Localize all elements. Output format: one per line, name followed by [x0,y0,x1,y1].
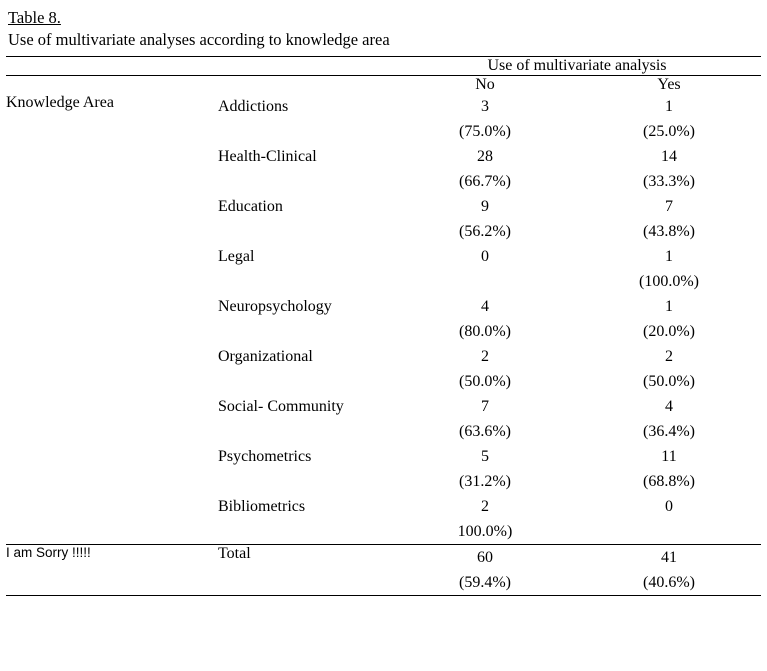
span-header-empty-stub [6,57,218,76]
row-area-label: Organizational [218,348,313,365]
total-label: Total [218,545,393,596]
row-area-label: Education [218,198,283,215]
column-header-empty-stub [6,76,218,95]
cell-yes-count: 11 [661,448,677,465]
bottom-rule-no [393,596,577,597]
cell-total-yes-percent: (40.6%) [643,574,695,591]
row-area-label-blank [218,219,393,244]
bottom-rule-stub [6,596,218,597]
row-area-label-blank [218,319,393,344]
row-area-label-blank [218,269,393,294]
column-header-no: No [475,76,495,93]
table-bottom-rule [6,596,761,597]
table-number: Table 8. [8,8,61,27]
table-caption-label-line [8,8,761,28]
cell-total-no-count: 60 [393,545,577,571]
row-area-label: Addictions [218,98,289,115]
cell-total-no-percent: (59.4%) [459,574,511,591]
cell-yes-percent: (68.8%) [643,473,695,490]
column-header-yes: Yes [657,76,681,93]
cell-no-count: 2 [481,348,489,365]
row-area-label: Health-Clinical [218,148,317,165]
table-row [6,94,761,119]
total-row [6,545,761,571]
cell-yes-percent: (43.8%) [643,223,695,240]
row-area-label-blank [218,469,393,494]
row-area-label: Psychometrics [218,448,312,465]
bottom-rule-yes [577,596,761,597]
cell-yes-count: 1 [665,98,673,115]
annotation-text: I am Sorry !!!!! [6,545,218,596]
cell-no-percent: (63.6%) [459,423,511,440]
cell-no-count: 28 [477,148,493,165]
column-header-empty-area [218,76,393,95]
bottom-rule-area [218,596,393,597]
cell-no-percent: 100.0%) [457,523,513,540]
row-area-label: Social- Community [218,398,344,415]
row-area-label: Legal [218,248,255,265]
cell-yes-count: 0 [665,498,673,515]
cell-no-percent: (80.0%) [459,323,511,340]
stub-label-knowledge-area: Knowledge Area [6,94,114,111]
cell-yes-percent: (25.0%) [643,123,695,140]
cell-yes-percent: (20.0%) [643,323,695,340]
row-area-label-blank [218,169,393,194]
row-area-label: Bibliometrics [218,498,306,515]
cell-yes-percent: (50.0%) [643,373,695,390]
cell-yes-percent: (33.3%) [643,173,695,190]
cell-yes-percent [577,519,761,545]
span-header-empty-area [218,57,393,76]
cell-no-count: 4 [481,298,489,315]
row-area-label-blank [218,519,393,545]
cell-no-count: 0 [481,248,489,265]
cell-no-count: 7 [481,398,489,415]
row-area-label: Neuropsychology [218,298,332,315]
data-table [6,56,761,596]
cell-total-yes-count: 41 [577,545,761,571]
row-area-label-blank [218,419,393,444]
cell-yes-count: 2 [665,348,673,365]
cell-no-percent: (66.7%) [459,173,511,190]
table-header-columns-row [6,76,761,95]
cell-yes-count: 1 [665,248,673,265]
cell-yes-count: 4 [665,398,673,415]
cell-yes-percent: (100.0%) [639,273,699,290]
table-caption-title: Use of multivariate analyses according to knowledge area [8,30,390,49]
cell-yes-count: 14 [661,148,677,165]
cell-no-count: 9 [481,198,489,215]
cell-no-count: 3 [481,98,489,115]
cell-no-percent: (50.0%) [459,373,511,390]
cell-no-percent [393,269,577,294]
cell-yes-count: 7 [665,198,673,215]
row-area-label-blank [218,119,393,144]
cell-no-percent: (75.0%) [459,123,511,140]
table-header-span-row [6,57,761,76]
cell-no-percent: (56.2%) [459,223,511,240]
cell-no-count: 5 [481,448,489,465]
cell-yes-count: 1 [665,298,673,315]
span-header-use-of-multivariate-analysis: Use of multivariate analysis [393,57,761,76]
cell-yes-percent: (36.4%) [643,423,695,440]
cell-no-percent: (31.2%) [459,473,511,490]
cell-no-count: 2 [481,498,489,515]
row-area-label-blank [218,369,393,394]
